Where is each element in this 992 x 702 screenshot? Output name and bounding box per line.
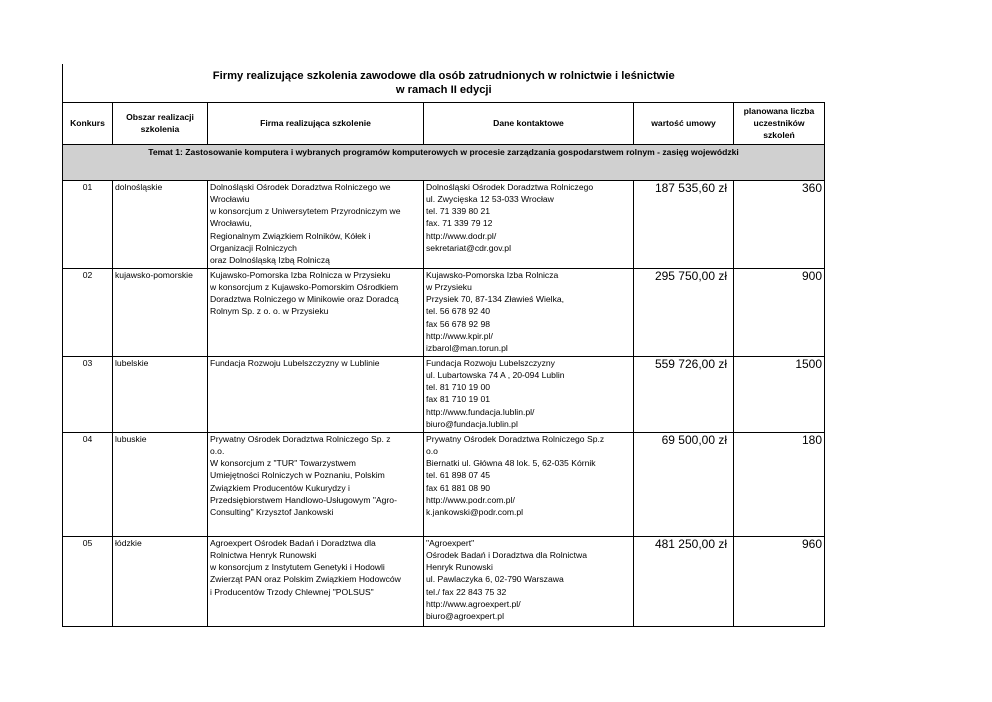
cell-dane: "Agroexpert" Ośrodek Badań i Doradztwa dla Rolnictwa Henryk Runowski ul. Pawlaczyka 6, 02-790 Warszawa tel./ fax 22 843 75 32 http://www.agroexpert.pl/ biuro@agroexpert.pl [424, 536, 634, 626]
cell-dane: Kujawsko-Pomorska Izba Rolnicza w Przysieku Przysiek 70, 87-134 Zławieś Wielka, tel. 56 678 92 40 fax 56 678 92 98 http://www.kpir.pl/ izbarol@man.torun.pl [424, 268, 634, 356]
cell-wartosc: 481 250,00 zł [634, 536, 734, 626]
cell-liczba: 360 [734, 180, 825, 268]
topic-row [63, 144, 825, 180]
topic-label: Temat 1: Zastosowanie komputera i wybranych programów komputerowych w procesie zarządzania gospodarstwem rolnym - zasięg wojewódzki [63, 144, 825, 180]
cell-konkurs: 01 [63, 180, 113, 268]
cell-konkurs: 03 [63, 356, 113, 432]
cell-obszar: łódzkie [113, 536, 208, 626]
header-wartosc: wartość umowy [634, 102, 734, 144]
cell-liczba: 1500 [734, 356, 825, 432]
cell-wartosc: 69 500,00 zł [634, 432, 734, 536]
cell-konkurs: 02 [63, 268, 113, 356]
header-dane: Dane kontaktowe [424, 102, 634, 144]
cell-konkurs: 04 [63, 432, 113, 536]
cell-firma: Prywatny Ośrodek Doradztwa Rolniczego Sp. z o.o. W konsorcjum z "TUR" Towarzystwem Umiejętności Rolniczych w Poznaniu, Polskim Związkiem Producentów Kukurydzy i Przedsiębiorstwem Handlowo-Usługowym "Agro- Consulting" Krzysztof Jankowski [208, 432, 424, 536]
cell-liczba: 960 [734, 536, 825, 626]
cell-liczba: 180 [734, 432, 825, 536]
header-obszar: Obszar realizacji szkolenia [113, 102, 208, 144]
data-table [62, 64, 825, 627]
header-row [63, 102, 825, 144]
title-row [63, 64, 825, 102]
cell-firma: Fundacja Rozwoju Lubelszczyzny w Lublinie [208, 356, 424, 432]
cell-obszar: dolnośląskie [113, 180, 208, 268]
spreadsheet [62, 64, 825, 627]
header-konkurs: Konkurs [63, 102, 113, 144]
cell-dane: Fundacja Rozwoju Lubelszczyzny ul. Lubartowska 74 A , 20-094 Lublin tel. 81 710 19 00 fax 81 710 19 01 http://www.fundacja.lublin.pl/ biuro@fundacja.lublin.pl [424, 356, 634, 432]
cell-obszar: lubelskie [113, 356, 208, 432]
cell-firma: Dolnośląski Ośrodek Doradztwa Rolniczego we Wrocławiu w konsorcjum z Uniwersytetem Przyrodniczym we Wrocławiu, Regionalnym Związkiem Rolników, Kółek i Organizacji Rolniczych oraz Dolnośląską Izbą Rolniczą [208, 180, 424, 268]
table-row [63, 536, 825, 626]
header-firma: Firma realizująca szkolenie [208, 102, 424, 144]
cell-obszar: kujawsko-pomorskie [113, 268, 208, 356]
cell-dane: Dolnośląski Ośrodek Doradztwa Rolniczego ul. Zwycięska 12 53-033 Wrocław tel. 71 339 80 21 fax. 71 339 79 12 http://www.dodr.pl/ sekretariat@cdr.gov.pl [424, 180, 634, 268]
cell-dane: Prywatny Ośrodek Doradztwa Rolniczego Sp.z o.o Biernatki ul. Główna 48 lok. 5, 62-035 Kórnik tel. 61 898 07 45 fax 61 881 08 90 http://www.podr.com.pl/ k.jankowski@podr.com.pl [424, 432, 634, 536]
cell-konkurs: 05 [63, 536, 113, 626]
cell-liczba: 900 [734, 268, 825, 356]
table-row [63, 180, 825, 268]
cell-wartosc: 295 750,00 zł [634, 268, 734, 356]
cell-firma: Agroexpert Ośrodek Badań i Doradztwa dla Rolnictwa Henryk Runowski w konsorcjum z Instytutem Genetyki i Hodowli Zwierząt PAN oraz Polskim Związkiem Hodowców i Producentów Trzody Chlewnej "POLSUS" [208, 536, 424, 626]
table-row [63, 356, 825, 432]
cell-firma: Kujawsko-Pomorska Izba Rolnicza w Przysieku w konsorcjum z Kujawsko-Pomorskim Ośrodkiem Doradztwa Rolniczego w Minikowie oraz Doradcą Rolnym Sp. z o. o. w Przysieku [208, 268, 424, 356]
page-title: Firmy realizujące szkolenia zawodowe dla osób zatrudnionych w rolnictwie i leśnictwie w ramach II edycji [63, 64, 825, 102]
cell-wartosc: 187 535,60 zł [634, 180, 734, 268]
header-liczba: planowana liczba uczestników szkoleń [734, 102, 825, 144]
cell-obszar: lubuskie [113, 432, 208, 536]
cell-wartosc: 559 726,00 zł [634, 356, 734, 432]
table-row [63, 268, 825, 356]
table-row [63, 432, 825, 536]
